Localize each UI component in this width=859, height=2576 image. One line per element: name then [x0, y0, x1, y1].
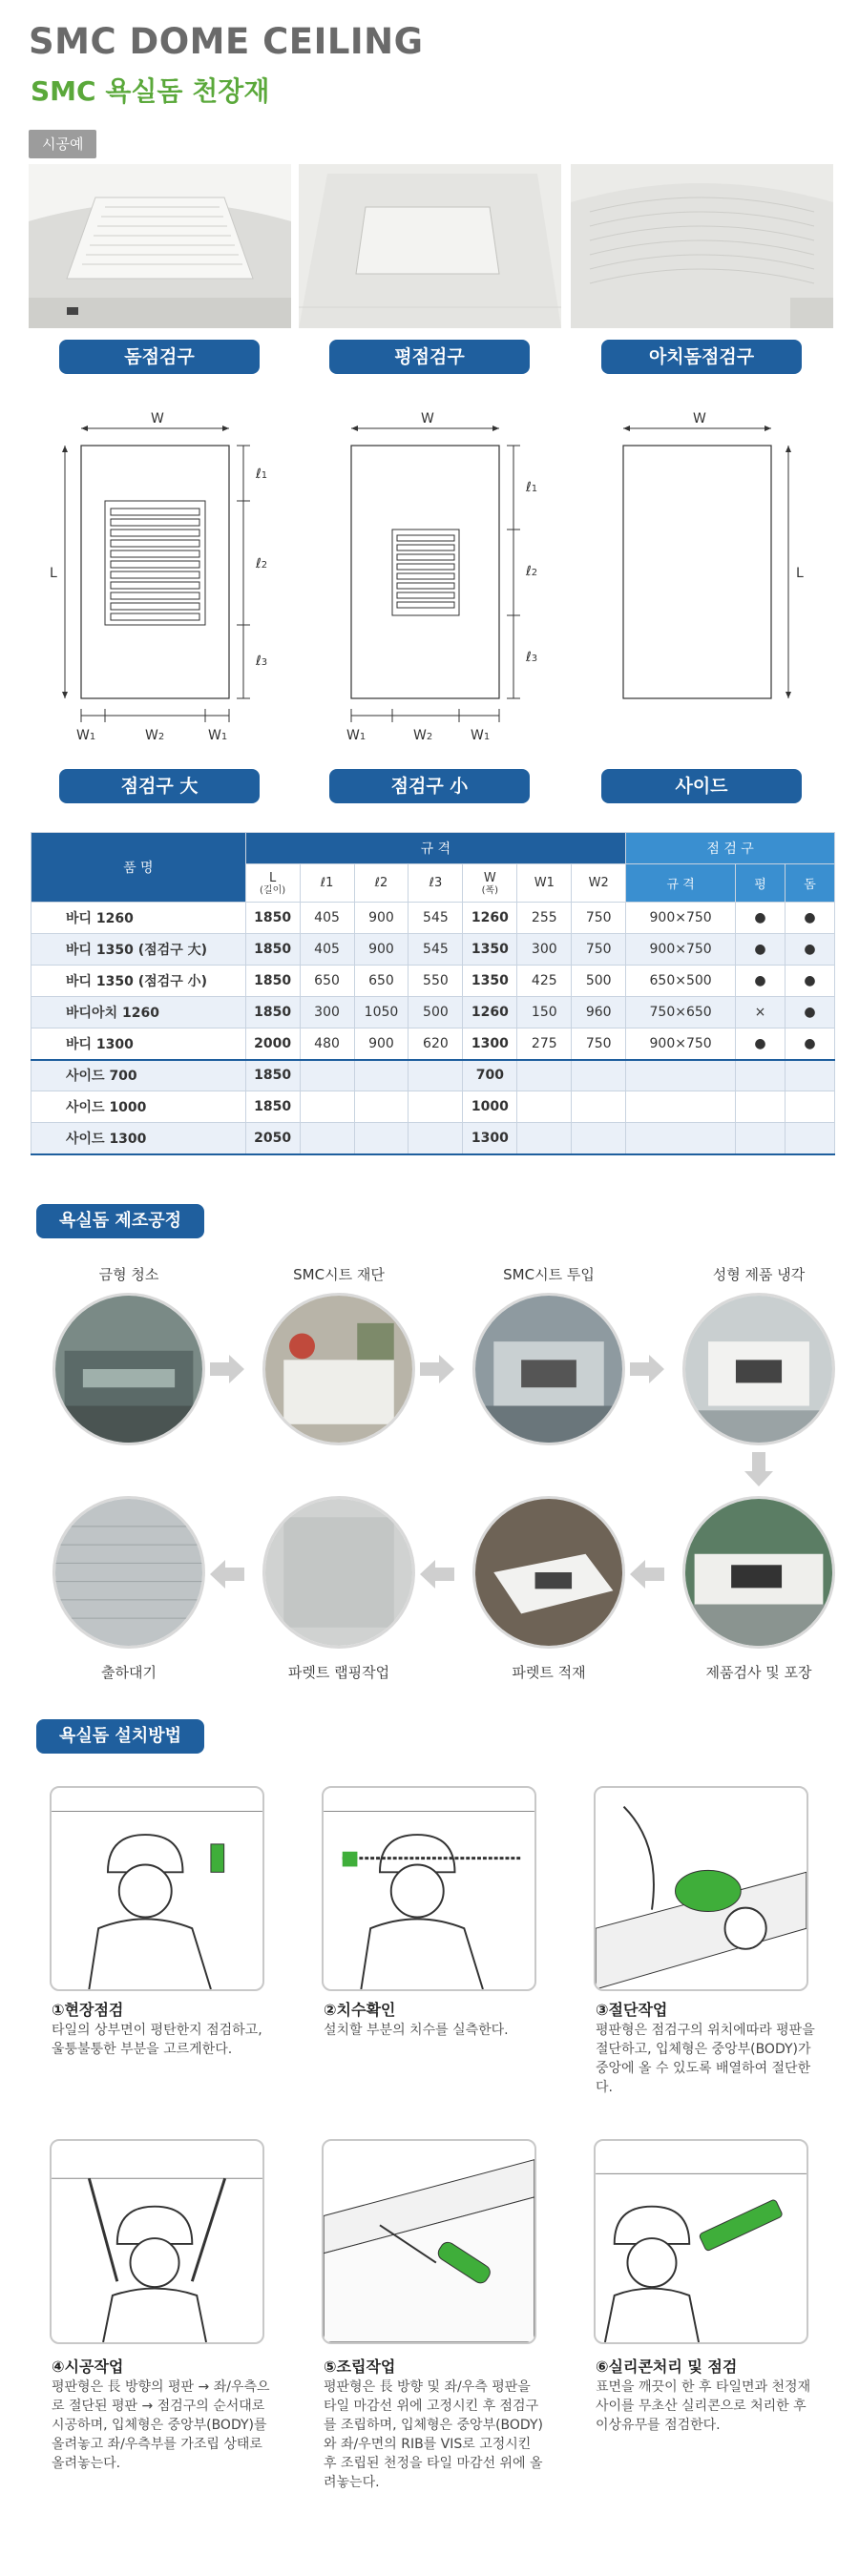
table-cell-l2: 900 — [354, 934, 409, 966]
table-cell-l2 — [354, 1060, 409, 1091]
header-inspection: 점 검 구 — [626, 833, 835, 864]
table-row — [31, 1060, 835, 1091]
table-cell-l1: 650 — [300, 966, 354, 997]
table-cell-w: 1350 — [463, 966, 517, 997]
table-row — [31, 1091, 835, 1123]
install-illustration-measure — [322, 1786, 536, 1991]
svg-text:W1: W1 — [346, 728, 367, 743]
table-cell-spec: 750×650 — [626, 997, 736, 1028]
table-cell-w1: 425 — [517, 966, 572, 997]
table-cell-l3: 550 — [409, 966, 463, 997]
process-step-label: 금형 청소 — [98, 1266, 159, 1283]
table-cell-name: 바디아치 1260 — [31, 997, 246, 1028]
table-cell-l3: 620 — [409, 1028, 463, 1060]
table-cell-l1: 405 — [300, 903, 354, 934]
table-cell-l2 — [354, 1091, 409, 1123]
process-step-label: 제품검사 및 포장 — [705, 1664, 812, 1681]
table-cell-w2: 960 — [572, 997, 626, 1028]
table-cell-w: 1260 — [463, 997, 517, 1028]
table-cell-l: 2000 — [245, 1028, 300, 1060]
label-flat-inspection: 평점검구 — [329, 340, 530, 374]
svg-text:ℓ3: ℓ3 — [256, 654, 268, 669]
table-cell-w1 — [517, 1060, 572, 1091]
install-step-desc: 설치할 부분의 치수를 실측한다. — [324, 2023, 509, 2038]
table-cell-w2 — [572, 1060, 626, 1091]
process-photo-shipping — [52, 1496, 205, 1649]
install-illustration-cutting — [594, 1786, 808, 1991]
table-cell-l1 — [300, 1123, 354, 1154]
svg-text:ℓ1: ℓ1 — [526, 480, 538, 495]
table-cell-flat: ● — [736, 966, 786, 997]
table-cell-spec: 900×750 — [626, 903, 736, 934]
page-title-ko: SMC 욕실돔 천장재 — [31, 75, 270, 107]
svg-text:ℓ2: ℓ2 — [256, 556, 268, 571]
process-photo-pallet — [472, 1496, 625, 1649]
drawing-small-inspection — [318, 405, 547, 749]
table-cell-name: 사이드 700 — [31, 1060, 246, 1091]
col-W2: W2 — [572, 864, 626, 903]
header-name: 품 명 — [31, 833, 246, 903]
install-title: 욕실돔 설치방법 — [36, 1719, 204, 1754]
table-cell-l2: 1050 — [354, 997, 409, 1028]
install-step-desc: 평판형은 長 방향 및 좌/우측 평판을 타일 마감선 위에 고정시킨 후 점검구를 조립하며, 입체형은 중앙부(BODY)와 좌/우면의 RIB를 VIS로 고정시킨 후 조립된 천정을 타일 마감선 위에 올려놓는다. — [324, 2379, 543, 2490]
table-cell-dome — [785, 1091, 834, 1123]
table-cell-w: 1350 — [463, 934, 517, 966]
svg-text:L: L — [50, 566, 57, 581]
table-cell-l: 1850 — [245, 903, 300, 934]
table-cell-l3: 545 — [409, 903, 463, 934]
table-cell-l2 — [354, 1123, 409, 1154]
table-cell-name: 바디 1350 (점검구 大) — [31, 934, 246, 966]
table-cell-w2 — [572, 1091, 626, 1123]
table-cell-name: 사이드 1300 — [31, 1123, 246, 1154]
table-row — [31, 966, 835, 997]
svg-text:W1: W1 — [76, 728, 96, 743]
table-row — [31, 1028, 835, 1060]
col-L: L (길이) — [245, 864, 300, 903]
install-step-title: ③절단작업 — [596, 2001, 668, 2019]
table-cell-w1: 150 — [517, 997, 572, 1028]
process-photo-cooling — [682, 1293, 835, 1445]
svg-text:W1: W1 — [208, 728, 228, 743]
table-cell-w2: 750 — [572, 934, 626, 966]
table-cell-w2: 750 — [572, 903, 626, 934]
table-cell-l3: 545 — [409, 934, 463, 966]
table-cell-l3 — [409, 1060, 463, 1091]
table-cell-dome — [785, 1123, 834, 1154]
table-cell-w: 1300 — [463, 1123, 517, 1154]
table-cell-name: 바디 1260 — [31, 903, 246, 934]
table-cell-spec: 650×500 — [626, 966, 736, 997]
table-cell-spec — [626, 1060, 736, 1091]
table-cell-l1: 300 — [300, 997, 354, 1028]
process-step-label: 성형 제품 냉각 — [712, 1266, 806, 1283]
col-l3: ℓ3 — [409, 864, 463, 903]
table-cell-flat — [736, 1123, 786, 1154]
svg-text:W2: W2 — [145, 728, 165, 743]
svg-text:W: W — [421, 411, 434, 426]
table-cell-w1: 300 — [517, 934, 572, 966]
svg-text:ℓ2: ℓ2 — [526, 564, 538, 579]
table-row — [31, 903, 835, 934]
table-cell-w1 — [517, 1091, 572, 1123]
table-cell-flat: × — [736, 997, 786, 1028]
table-cell-w2 — [572, 1123, 626, 1154]
process-step-label: 파렛트 랩핑작업 — [287, 1664, 390, 1681]
process-photo-sheet-loading — [472, 1293, 625, 1445]
arrow-left-icon — [210, 1560, 244, 1589]
table-cell-w: 1300 — [463, 1028, 517, 1060]
process-step-label: SMC시트 투입 — [503, 1266, 595, 1283]
label-large-inspection: 점검구 大 — [59, 769, 260, 803]
svg-text:W2: W2 — [413, 728, 433, 743]
process-photo-inspection — [682, 1496, 835, 1649]
examples-tag: 시공예 — [29, 130, 96, 158]
table-cell-l1 — [300, 1091, 354, 1123]
table-cell-name: 바디 1300 — [31, 1028, 246, 1060]
table-cell-w: 1260 — [463, 903, 517, 934]
process-step-label: SMC시트 재단 — [293, 1266, 385, 1283]
table-cell-w: 700 — [463, 1060, 517, 1091]
svg-text:ℓ1: ℓ1 — [256, 467, 268, 482]
table-cell-w1: 275 — [517, 1028, 572, 1060]
install-illustration-check — [50, 1786, 264, 1991]
photo-flat-inspection — [299, 164, 561, 328]
table-cell-l2: 900 — [354, 1028, 409, 1060]
install-illustration-assembly — [322, 2139, 536, 2344]
arrow-right-icon — [210, 1355, 244, 1383]
process-title: 욕실돔 제조공정 — [36, 1204, 204, 1238]
table-cell-w1: 255 — [517, 903, 572, 934]
svg-text:W1: W1 — [471, 728, 491, 743]
table-cell-l1: 480 — [300, 1028, 354, 1060]
process-photo-wrapping — [262, 1496, 415, 1649]
install-step-desc: 타일의 상부면이 평탄한지 점검하고, 울퉁불퉁한 부분을 고르게한다. — [52, 2023, 262, 2057]
table-cell-l3: 500 — [409, 997, 463, 1028]
drawing-large-inspection — [48, 405, 277, 749]
table-cell-l3 — [409, 1123, 463, 1154]
table-cell-spec — [626, 1123, 736, 1154]
photo-arch-dome-inspection — [571, 164, 833, 328]
svg-text:ℓ3: ℓ3 — [526, 650, 538, 665]
table-cell-l: 1850 — [245, 934, 300, 966]
install-step-title: ④시공작업 — [52, 2358, 124, 2376]
table-cell-flat: ● — [736, 934, 786, 966]
table-cell-flat — [736, 1091, 786, 1123]
page-title-en: SMC DOME CEILING — [29, 21, 424, 62]
install-step-title: ②치수확인 — [324, 2001, 396, 2019]
spec-table — [31, 832, 835, 1155]
table-cell-spec: 900×750 — [626, 1028, 736, 1060]
table-cell-spec — [626, 1091, 736, 1123]
table-row — [31, 997, 835, 1028]
header-spec: 규 격 — [245, 833, 626, 864]
label-arch-dome-inspection: 아치돔점검구 — [601, 340, 802, 374]
col-insp-spec: 규 격 — [626, 864, 736, 903]
svg-text:W: W — [151, 411, 164, 426]
col-l2: ℓ2 — [354, 864, 409, 903]
table-cell-name: 사이드 1000 — [31, 1091, 246, 1123]
label-side: 사이드 — [601, 769, 802, 803]
label-small-inspection: 점검구 小 — [329, 769, 530, 803]
table-cell-dome: ● — [785, 903, 834, 934]
table-cell-name: 바디 1350 (점검구 小) — [31, 966, 246, 997]
table-cell-w: 1000 — [463, 1091, 517, 1123]
process-step-label: 파렛트 적재 — [512, 1664, 586, 1681]
table-cell-w2: 750 — [572, 1028, 626, 1060]
svg-text:W: W — [693, 411, 706, 426]
install-step-title: ①현장점검 — [52, 2001, 124, 2019]
photo-dome-inspection — [29, 164, 291, 328]
table-cell-spec: 900×750 — [626, 934, 736, 966]
table-cell-l: 1850 — [245, 966, 300, 997]
table-row — [31, 934, 835, 966]
arrow-left-icon — [420, 1560, 454, 1589]
table-cell-l1: 405 — [300, 934, 354, 966]
install-step-title: ⑤조립작업 — [324, 2358, 396, 2376]
process-step-label: 출하대기 — [101, 1664, 157, 1681]
table-cell-l: 1850 — [245, 1091, 300, 1123]
table-cell-flat — [736, 1060, 786, 1091]
table-cell-l: 1850 — [245, 997, 300, 1028]
col-W1: W1 — [517, 864, 572, 903]
process-photo-sheet-cutting — [262, 1293, 415, 1445]
install-illustration-construction — [50, 2139, 264, 2344]
col-l1: ℓ1 — [300, 864, 354, 903]
col-W: W (폭) — [463, 864, 517, 903]
table-cell-l2: 900 — [354, 903, 409, 934]
table-cell-dome: ● — [785, 966, 834, 997]
table-cell-dome — [785, 1060, 834, 1091]
install-illustration-silicone — [594, 2139, 808, 2344]
label-dome-inspection: 돔점검구 — [59, 340, 260, 374]
install-step-desc: 평판형은 점검구의 위치에따라 평판을 절단하고, 입체형은 중앙부(BODY)가 중앙에 올 수 있도록 배열하여 절단한다. — [596, 2023, 815, 2095]
table-cell-l: 2050 — [245, 1123, 300, 1154]
drawing-side — [590, 405, 819, 749]
svg-text:L: L — [796, 566, 804, 581]
col-dome: 돔 — [785, 864, 834, 903]
table-row — [31, 1123, 835, 1154]
table-cell-dome: ● — [785, 997, 834, 1028]
table-cell-l2: 650 — [354, 966, 409, 997]
table-cell-l1 — [300, 1060, 354, 1091]
table-cell-l: 1850 — [245, 1060, 300, 1091]
install-step-title: ⑥실리콘처리 및 점검 — [596, 2358, 738, 2376]
table-cell-w1 — [517, 1123, 572, 1154]
table-cell-w2: 500 — [572, 966, 626, 997]
table-cell-flat: ● — [736, 1028, 786, 1060]
install-step-desc: 표면을 깨끗이 한 후 타일면과 천정재 사이를 무초산 실리콘으로 처리한 후 이상유무를 점검한다. — [596, 2379, 811, 2433]
table-cell-flat: ● — [736, 903, 786, 934]
arrow-right-icon — [630, 1355, 664, 1383]
table-cell-dome: ● — [785, 1028, 834, 1060]
install-step-desc: 평판형은 長 방향의 평판 → 좌/우측으로 절단된 평판 → 점검구의 순서대로 시공하며, 입체형은 중앙부(BODY)를 올려놓고 좌/우측부를 가조립 상태로 올려놓는다. — [52, 2379, 270, 2471]
table-cell-dome: ● — [785, 934, 834, 966]
arrow-down-icon — [744, 1452, 773, 1486]
col-flat: 평 — [736, 864, 786, 903]
process-photo-mold-cleaning — [52, 1293, 205, 1445]
arrow-left-icon — [630, 1560, 664, 1589]
table-cell-l3 — [409, 1091, 463, 1123]
arrow-right-icon — [420, 1355, 454, 1383]
